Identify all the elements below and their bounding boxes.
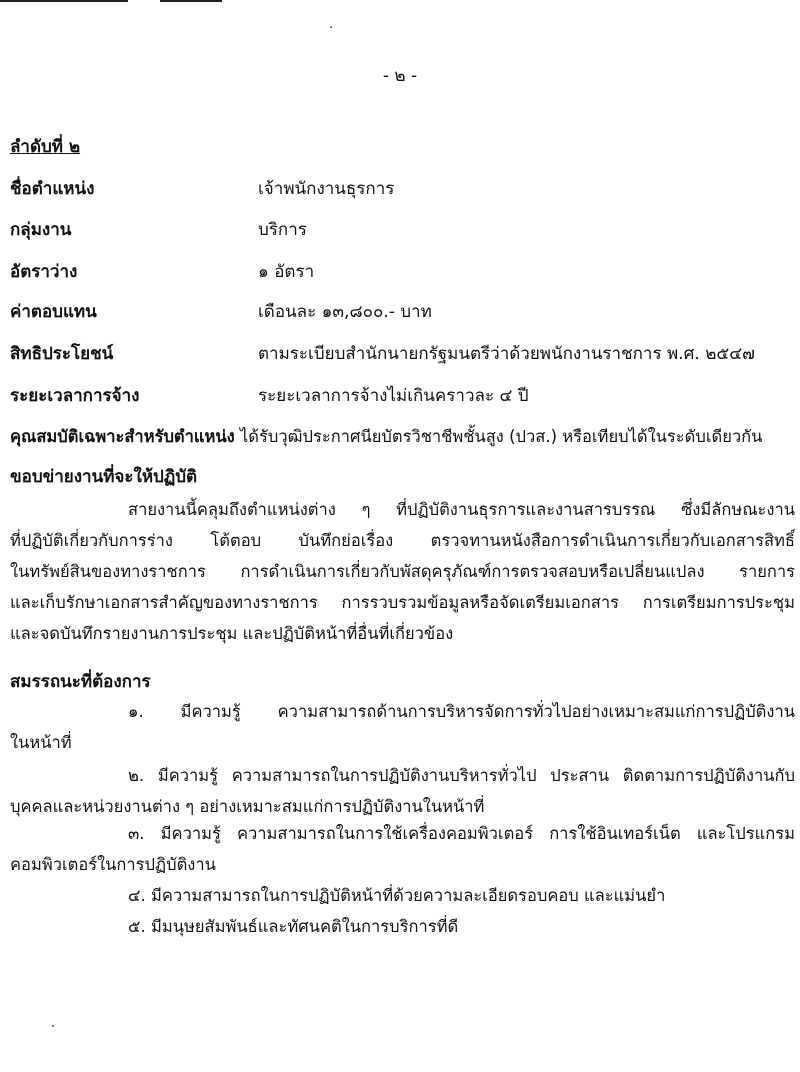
scope-line: สายงานนี้คลุมถึงตำแหน่งต่าง ๆ ที่ปฏิบัติงานธุรการและงานสารบรรณ ซึ่งมีลักษณะงาน bbox=[128, 500, 795, 519]
scope-line: และจดบันทึกรายงานการประชุม และปฏิบัติหน้าที่อื่นที่เกี่ยวข้อง bbox=[10, 624, 454, 643]
scope-paragraph bbox=[10, 494, 795, 649]
field-value: เจ้าพนักงานธุรการ bbox=[258, 179, 395, 199]
qualification-label: คุณสมบัติเฉพาะสำหรับตำแหน่ง bbox=[10, 427, 235, 446]
competency-item bbox=[10, 880, 795, 911]
scope-line: และเก็บรักษาเอกสารสำคัญของทางราชการ การรวบรวมข้อมูลหรือจัดเตรียมเอกสาร การเตรียมการประชุม bbox=[10, 593, 795, 612]
field-value: ๑ อัตรา bbox=[258, 262, 315, 282]
scan-speck bbox=[330, 26, 332, 28]
scope-heading: ขอบข่ายงานที่จะให้ปฏิบัติ bbox=[10, 467, 198, 487]
field-job-group bbox=[10, 216, 795, 242]
field-label: ระยะเวลาการจ้าง bbox=[10, 386, 140, 406]
page-number: - ๒ - bbox=[382, 66, 418, 86]
competency-item bbox=[10, 696, 795, 758]
field-value: บริการ bbox=[258, 220, 307, 240]
field-employment-term bbox=[10, 382, 795, 408]
qualification-value: ได้รับวุฒิประกาศนียบัตรวิชาชีพชั้นสูง (ปวส.) หรือเทียบได้ในระดับเดียวกัน bbox=[240, 427, 763, 446]
sequence-label: ลำดับที่ ๒ bbox=[10, 137, 81, 157]
field-compensation bbox=[10, 298, 795, 324]
field-label: กลุ่มงาน bbox=[10, 220, 72, 240]
scope-line: ที่ปฏิบัติเกี่ยวกับการร่าง โต้ตอบ บันทึกย่อเรื่อง ตรวจทานหนังสือการดำเนินการเกี่ยวกับเอกสารสิทธิ์ bbox=[10, 531, 795, 550]
competency-item bbox=[10, 818, 795, 880]
scope-line: ในทรัพย์สินของทางราชการ การดำเนินการเกี่ยวกับพัสดุครุภัณฑ์การตรวจสอบหรือเปลี่ยนแปลง รายการ bbox=[10, 562, 795, 581]
field-label: สิทธิประโยชน์ bbox=[10, 344, 114, 364]
field-label: ชื่อตำแหน่ง bbox=[10, 179, 95, 199]
competency-line: บุคคลและหน่วยงานต่าง ๆ อย่างเหมาะสมแก่การปฏิบัติงานในหน้าที่ bbox=[10, 797, 485, 816]
competency-line: ๓. มีความรู้ ความสามารถในการใช้เครื่องคอมพิวเตอร์ การใช้อินเทอร์เน็ต และโปรแกรม bbox=[128, 824, 795, 843]
field-label: อัตราว่าง bbox=[10, 262, 78, 282]
competency-line: ๑. มีความรู้ ความสามารถด้านการบริหารจัดการทั่วไปอย่างเหมาะสมแก่การปฏิบัติงาน bbox=[128, 702, 795, 721]
scan-edge-mark bbox=[0, 0, 128, 2]
field-label: ค่าตอบแทน bbox=[10, 302, 97, 322]
competency-line: ในหน้าที่ bbox=[10, 733, 72, 752]
scan-speck bbox=[52, 1025, 54, 1027]
scan-edge-mark bbox=[160, 0, 222, 2]
competency-line: ๕. มีมนุษยสัมพันธ์และทัศนคติในการบริการที่ดี bbox=[128, 917, 459, 936]
field-value: ตามระเบียบสำนักนายกรัฐมนตรีว่าด้วยพนักงานราชการ พ.ศ. ๒๕๔๗ bbox=[258, 344, 755, 364]
field-value: ระยะเวลาการจ้างไม่เกินคราวละ ๔ ปี bbox=[258, 386, 529, 406]
competency-line: ๒. มีความรู้ ความสามารถในการปฏิบัติงานบริหารทั่วไป ประสาน ติดตามการปฏิบัติงานกับ bbox=[128, 766, 795, 785]
competency-line: ๔. มีความสามารถในการปฏิบัติหน้าที่ด้วยความละเอียดรอบคอบ และแม่นยำ bbox=[128, 886, 666, 905]
field-position-name bbox=[10, 175, 795, 201]
field-benefits bbox=[10, 340, 795, 366]
field-vacancy bbox=[10, 258, 795, 284]
qualification-row bbox=[10, 424, 795, 450]
competency-item bbox=[10, 760, 795, 822]
competency-item bbox=[10, 911, 795, 942]
competency-heading: สมรรถนะที่ต้องการ bbox=[10, 672, 151, 692]
competency-line: คอมพิวเตอร์ในการปฏิบัติงาน bbox=[10, 855, 216, 874]
field-value: เดือนละ ๑๓,๘๐๐.- บาท bbox=[258, 302, 432, 322]
